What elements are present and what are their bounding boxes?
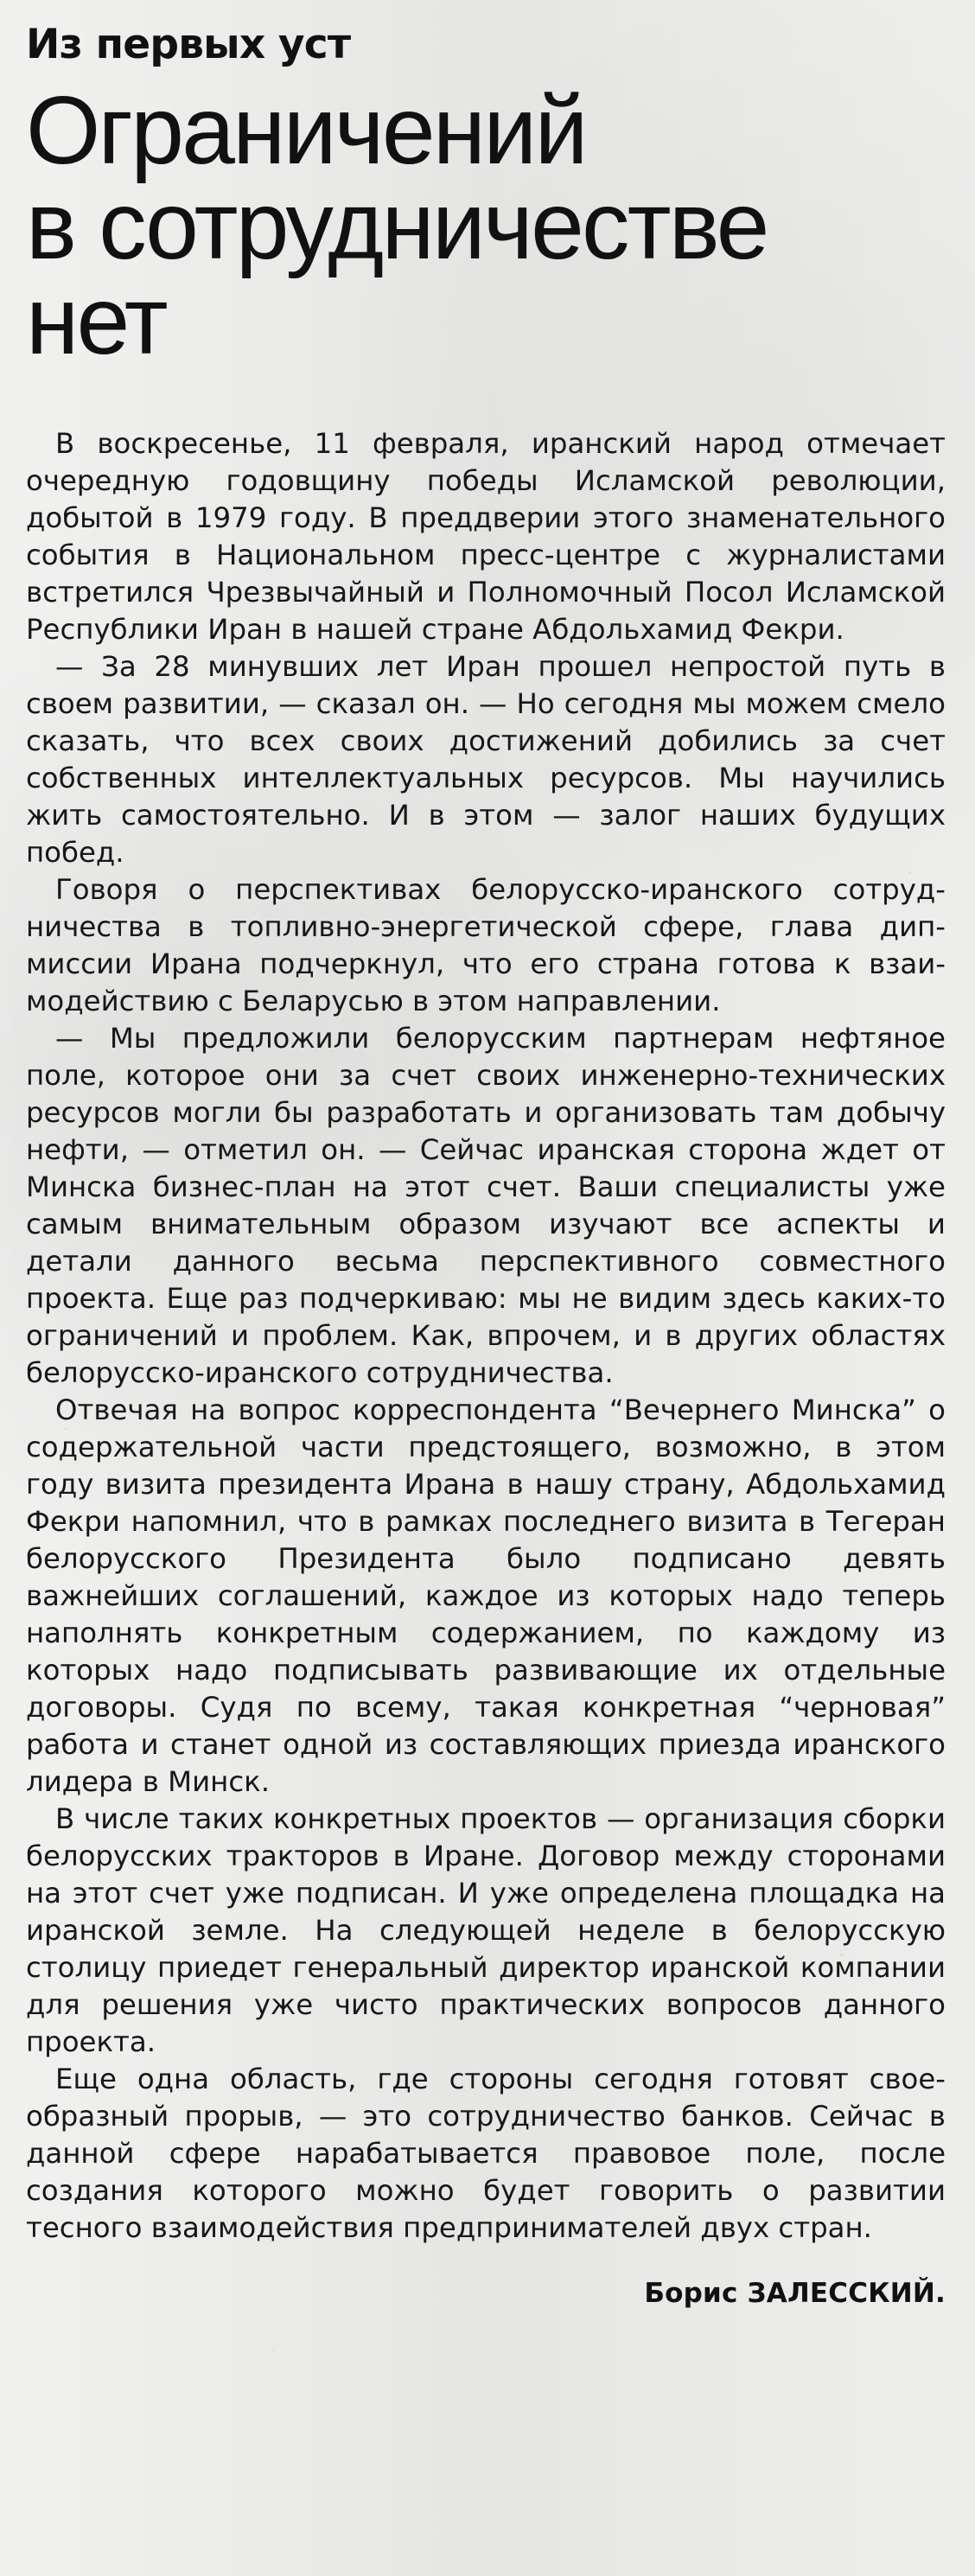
author-signature: Борис ЗАЛЕССКИЙ.: [644, 2278, 946, 2309]
article-paragraph: Отвечая на вопрос корреспондента “Вечернего Минска” о содержательной части предстоящего, возможно, в этом году визита президента Ирана в нашу страну, Абдольхамид Фекри напомнил, что в рамках последнего визита в Тегеран белорусского Президента было подписано девять важнейших соглашений, каждое из которых надо теперь наполнять конкретным содержанием, по каждому из которых надо подписывать развивающие их отдельные договоры. Судя по всему, такая конкретная “черновая” работа и станет одной из составляющих приезда иранского лидера в Минск.: [26, 1393, 946, 1798]
paper-speck: [908, 871, 911, 874]
paper-speck: [272, 2350, 274, 2351]
headline-line: Ограничений: [26, 77, 586, 184]
paper-speck: [64, 1428, 68, 1430]
headline-line: нет: [26, 267, 166, 374]
article-paragraph: — Мы предложили белорусским партнерам нефтяное поле, которое они за счет своих инженерно-технических ресурсов могли бы разработать и организовать там добычу нефти, — отметил он. — Сейчас иранская сторона ждет от Минска бизнес-план на этот счет. Ваши специалисты уже самым внимательным образом изучают все аспекты и детали данного весьма перспективного совместного проекта. Еще раз подчеркиваю: мы не видим здесь каких-то ограничений и проблем. Как, впрочем, и в других областях белорусско-иранского сотрудничества.: [26, 1022, 946, 1389]
headline-line: в сотрудничестве: [26, 172, 768, 279]
article-body: [26, 425, 946, 2247]
article-paragraph: Еще одна область, где стороны сегодня готовят своеобразный прорыв, — это сотрудничество банков. Сейчас в данной сфере нарабатывается правовое поле, после создания которого можно будет говорить о развитии тесного взаимодействия предпринимателей двух стран.: [26, 2063, 946, 2244]
rubric: Из первых уст: [26, 21, 351, 68]
headline: [26, 77, 946, 374]
article-paragraph: В числе таких конкретных проектов — организация сборки белорусских тракторов в Иране. Договор между сторонами на этот счет уже подписан. И уже определена площадка на иранской земле. На следующей неделе в белорусскую столицу приедет генеральный директор иранской компании для решения уже чисто практических вопросов данного проекта.: [26, 1802, 946, 2058]
paper-speck: [840, 1954, 844, 1957]
article-paragraph: — За 28 минувших лет Иран прошел непростой путь в своем развитии, — сказал он. — Но сегодня мы можем смело сказать, что всех своих достижений добились за счет собственных интеллектуальных ресурсов. Мы научились жить самостоятельно. И в этом — залог наших будущих побед.: [26, 650, 946, 869]
article-paragraph: В воскресенье, 11 февраля, иранский народ отмечает очередную годовщину победы Исламской революции, добытой в 1979 году. В преддверии этого знаменательного события в Национальном пресс-центре с журналистами встретился Чрезвычайный и Полномочный Посол Исламской Республики Иран в нашей стране Абдольхамид Фекри.: [26, 427, 946, 646]
article-paragraph: Говоря о перспективах белорусско-иранского сотрудничества в топливно-энергетической сфере, глава дипмиссии Ирана подчеркнул, что его страна готова к взаимодействию с Беларусью в этом направлении.: [26, 873, 946, 1017]
